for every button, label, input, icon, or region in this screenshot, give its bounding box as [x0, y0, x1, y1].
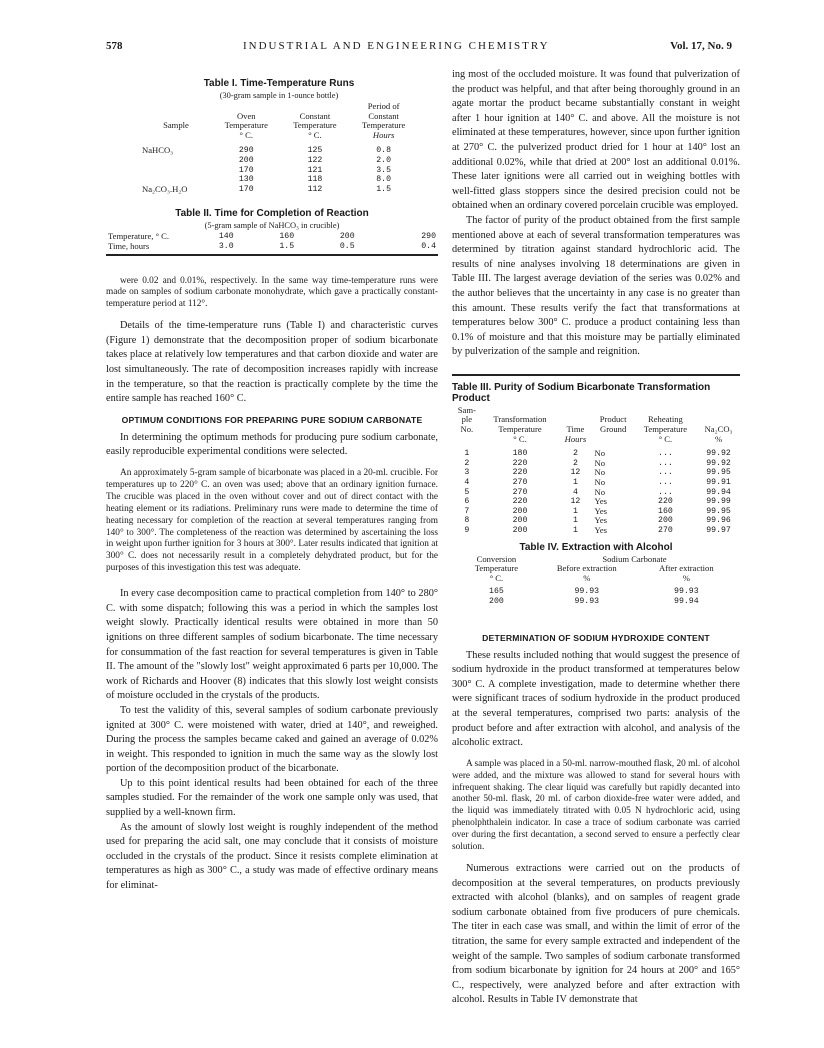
left-paragraph-6: To test the validity of this, several samples of sodium carbonate previously ignited at 300° C. were moistened with water, dried at 140°, and reweighed. During the process the samples became caked and gained an average of 0.02% in weight. This responded to ignition in much the same way as the slowly lost portion of the decomposition product of the bicarbonate. — [106, 704, 438, 775]
table-2-grid — [106, 232, 438, 251]
table-row: Time, hours 3.0 1.5 0.5 0.4 — [108, 240, 436, 251]
right-paragraph-4: A sample was placed in a 50-ml. narrow-mouthed flask, 20 ml. of alcohol were added, and the mixture was allowed to stand for several hours with infrequent shaking. The clear liquid was carefully but rapidly decanted into another 50-ml. flask, 20 ml. of carbon dioxide-free water were added, and the liquid was immediately titrated with 0.05 N hydrochloric acid, using phenolphthalein indicator. In case a trace of sodium carbonate was carried over during the first decantation, a second served to ensure a perfectly clear solution. — [452, 758, 740, 853]
table-2-subtitle: (5-gram sample of NaHCO₃ in crucible) — [204, 221, 340, 231]
col-const-unit: ° C. — [308, 129, 322, 140]
volume-issue: Vol. 17, No. 9 — [670, 40, 732, 52]
page-number: 578 — [106, 40, 123, 52]
left-paragraph-2: Details of the time-temperature runs (Table I) and characteristic curves (Figure 1) demonstrate that the decomposition proper of sodium bicarbonate takes place at relatively low temperatures and that carbon dioxide and water are lost simultaneously. The rate of decomposition increases rapidly with increase in the temperature, so that the reaction is practically complete by the time the entire sample has reached 160° C. — [106, 320, 438, 405]
table-3-grid: Sam- ple Transformation Product Reheating No. Temperature Time Ground Temperature Na₂CO₃ ° C. Hours ° C. % 1 180 2 No ... 99.92 2 220 2 No ... 99.92 3 220 12 No ... 99.95 4 270 1 No ... 99.91 5 270 4 No ... 99.94 6 220 12 Yes 220 99.99 7 200 1 Yes 160 99.95 8 200 1 Yes 200 99.96 9 200 1 Yes 270 99.97 — [452, 406, 740, 536]
col-const-2: Temperature — [293, 120, 337, 131]
table-3-top-rule — [452, 374, 740, 376]
journal-title: INDUSTRIAL AND ENGINEERING CHEMISTRY — [243, 40, 550, 52]
col-period-1: Period of — [367, 101, 400, 111]
table-row: 2 220 2 No ... 99.92 — [464, 457, 731, 468]
right-paragraph-3: These results included nothing that would suggest the presence of sodium hydroxide in the product transformed at temperatures below 300° C. A complete investigation, made to determine whether there were significant traces of sodium hydroxide in the product produced at the several temperatures, comprised two parts: analysis of the product before and after extraction with alcohol, and analysis of the alcoholic extract. — [452, 649, 740, 749]
left-column — [106, 68, 438, 894]
table-1-subtitle: (30-gram sample in 1-ounce bottle) — [219, 91, 339, 100]
table-row: 1 180 2 No ... 99.92 — [464, 448, 731, 459]
table-row: 170 121 3.5 — [238, 165, 392, 175]
left-paragraph-3: In determining the optimum methods for producing pure sodium carbonate, easily reproducible experimental conditions were selected. — [106, 431, 438, 458]
table-row: 165 99.93 99.93 — [489, 587, 699, 597]
right-paragraph-1: ing most of the occluded moisture. It was found that pulverization of the product was helpful, and that after being thoroughly ground in an agate mortar the product became substantially constant in weight after 1 hour ignition at 140° C. and above. All the moisture is not eliminated at these temperatures, however, since upon further ignition at 270° C. the pulverized product dried for 1 hour at 140° lost an additional 0.02%, while that dried at 200° lost an additional 0.01%. These later ignitions were all carried out in weighing bottles with well-fitted glass stoppers since the desired precision could not be obtained when an ordinary covered porcelain crucible was employed. — [452, 69, 740, 212]
left-paragraph-7: Up to this point identical results had been obtained for each of the three samples studied. For the remainder of the work one sample only was used, that supplied by a well-known firm. — [106, 777, 438, 819]
col-oven-1: Oven — [236, 110, 256, 121]
table-4 — [452, 542, 740, 607]
table-row: 9 200 1 Yes 270 99.97 — [464, 525, 731, 535]
col-oven-unit: ° C. — [239, 129, 253, 140]
col-const-1: Constant — [299, 110, 331, 121]
right-paragraph-5: Numerous extractions were carried out on the products of decomposition at the several temperatures, on products previously extracted with alcohol (blanks), and on samples of reagent grade sodium carbonate obtained from five producers of pure chemicals. The titer in each case was small, and within the limit of error of the titration, the same for every sample extracted and independent of the weight of the sample. Two samples of sodium carbonate transformed from sodium bicarbonate by ignition for 24 hours at 200° and 165° C., respectively, were analyzed before and after extraction with alcohol. Results in Table IV demonstrate that — [452, 862, 740, 1006]
right-column — [452, 68, 740, 1008]
table-2-title: Time for Completion of Reaction — [214, 208, 369, 220]
col-period-2: Constant — [368, 110, 399, 121]
left-paragraph-8: As the amount of slowly lost weight is roughly independent of the method used for preparing the acid salt, one may conclude that it consists of moisture occluded in the crystals of the product. Since it resists complete elimination at temperatures as high as 300° C., a study was made of effective ordinary means for eliminat- — [106, 821, 438, 892]
right-paragraph-2: The factor of purity of the product obtained from the first sample mentioned above at each of several transformation temperatures was determined by titration against standard hydrochloric acid. The results of nine analyses involving 18 determinations are given in Table III. The largest average deviation of the series was 0.02% and the author believes that the uncertainty in any case is no greater than this amount. These results verify the fact that transformations at temperatures below 300° C. produce a product containing less than 0.1% of moisture and that this moisture may be partially eliminated by pulverization of the sample and reignition. — [452, 214, 740, 358]
table-2-number: Table II. — [175, 208, 212, 220]
table-row: 200 122 2.0 — [238, 155, 392, 165]
table-2 — [106, 208, 438, 255]
table-row: 130 118 8.0 — [238, 175, 392, 185]
section-heading-optimum: OPTIMUM CONDITIONS FOR PREPARING PURE SODIUM CARBONATE — [121, 414, 423, 425]
table-row: 3 220 12 No ... 99.95 — [464, 467, 731, 478]
table-1-title: Time-Temperature Runs — [240, 78, 355, 89]
table-row: 7 200 1 Yes 160 99.95 — [464, 505, 731, 516]
running-header — [106, 40, 732, 56]
table-4-grid: Conversion Sodium Carbonate Temperature Before extraction After extraction ° C. % % 165 99.93 99.93 200 99.93 99.94 — [458, 555, 734, 607]
table-row: Temperature, ° C. 140 160 200 290 — [108, 231, 436, 242]
col-oven-2: Temperature — [224, 120, 268, 131]
table-row: 200 99.93 99.94 — [489, 596, 699, 606]
left-paragraph-1: were 0.02 and 0.01%, respectively. In the same way time-temperature runs were made on samples of sodium carbonate monohydrate, which gave a practically constant-temperature period at 112°. — [106, 275, 438, 310]
col-sample: Sample — [163, 120, 189, 131]
table-1 — [106, 78, 438, 194]
table-row: NaHCO₃ 290 125 0.8 — [142, 145, 392, 156]
col-period-unit: Hours — [372, 129, 395, 140]
left-paragraph-5: In every case decomposition came to practical completion from 140° to 280° C. with some dispatch; following this was a period in which the samples lost weight slowly. Practically identical results were obtained in more than 50 ignitions on three different samples of sodium bicarbonate. The time necessary for consummation of the fast reaction for several temperatures is given in Table II. The amount of the "slowly lost" weight approximated 6 parts per 10,000. The work of Richards and Hoover (8) indicates that this slowly lost weight consists of moisture occluded in the crystals of the products. — [106, 588, 438, 702]
left-paragraph-4: An approximately 5-gram sample of bicarbonate was placed in a 20-ml. crucible. For temperatures up to 220° C. an oven was used; above that an ordinary ignition furnace. The crucible was placed in the oven without cover and out of direct contact with the heating element or its radiations. Preliminary runs were made to determine the time of heating necessary for completion of the reaction at several temperatures ranging from 140° to 300°. The completeness of the reaction was determined by ascertaining the loss in weight upon further ignition for 3 hours at 300°. Later results indicated that ignition at 300° C. does not necessarily result in a completely dehydrated product, but for the purposes of this investigation this test was adequate. — [106, 468, 438, 574]
table-row: 6 220 12 Yes 220 99.99 — [464, 496, 731, 507]
table-row: 4 270 1 No ... 99.91 — [464, 477, 731, 488]
table-4-title: Extraction with Alcohol — [561, 541, 673, 553]
table-3-title: Purity of Sodium Bicarbonate Transformation Product — [452, 381, 711, 404]
table-row: 8 200 1 Yes 200 99.96 — [464, 515, 731, 526]
table-3-number: Table III. — [452, 381, 492, 393]
table-4-number: Table IV. — [519, 541, 559, 553]
table-row: Na₂CO₃.H₂O 170 112 1.5 — [142, 183, 392, 194]
section-heading-hydroxide: DETERMINATION OF SODIUM HYDROXIDE CONTENT — [482, 632, 710, 643]
table-1-number: Table I. — [203, 78, 238, 89]
table-row: 5 270 4 No ... 99.94 — [464, 486, 731, 497]
table-1-grid — [140, 102, 418, 194]
col-period-3: Temperature — [361, 120, 406, 131]
table-3 — [452, 374, 740, 536]
